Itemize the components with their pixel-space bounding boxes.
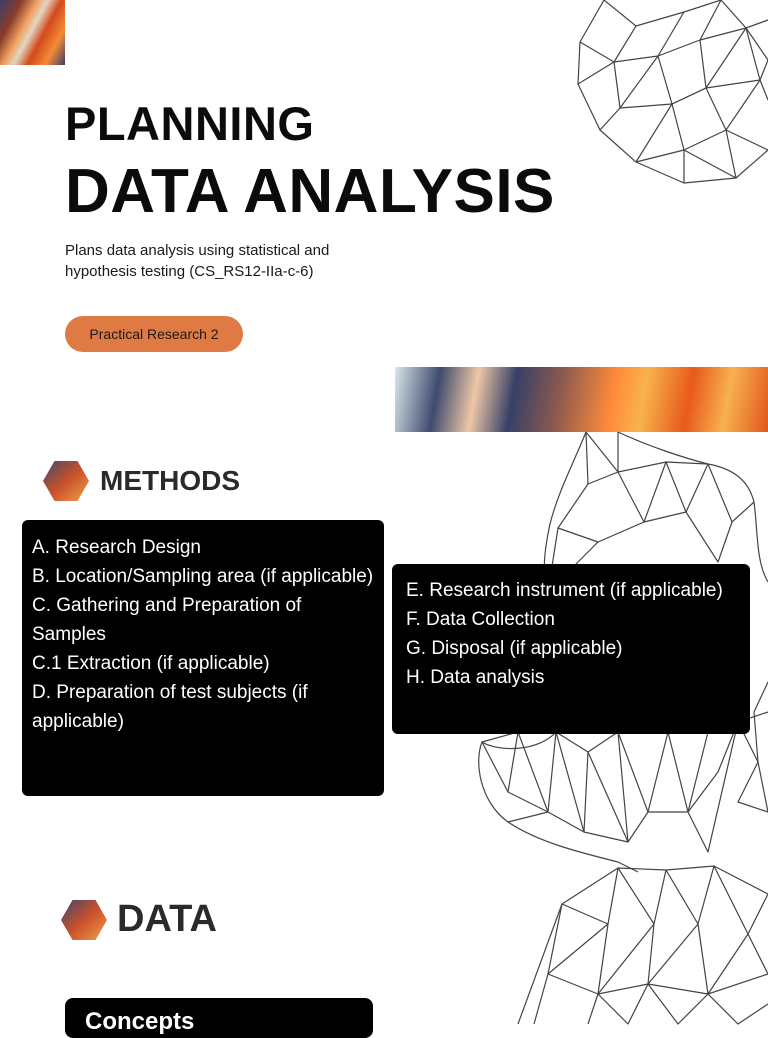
methods-heading xyxy=(43,461,240,501)
title-line-1: PLANNING xyxy=(65,97,315,150)
hexagon-icon xyxy=(43,461,89,501)
methods-card-right xyxy=(392,564,750,734)
wireframe-sphere-top xyxy=(576,0,768,184)
wireframe-mesh-bottom xyxy=(518,864,768,1024)
list-item: F. Data Collection xyxy=(406,609,555,630)
list-item: C. Gathering and Preparation of Samples xyxy=(32,595,302,645)
list-item: G. Disposal (if applicable) xyxy=(406,638,623,659)
methods-heading-label: METHODS xyxy=(100,465,240,496)
decorative-gradient-top-left xyxy=(0,0,65,65)
title-line-2: DATA ANALYSIS xyxy=(65,157,555,226)
subject-tag: Practical Research 2 xyxy=(65,316,243,352)
data-heading xyxy=(61,898,217,941)
hexagon-icon xyxy=(61,900,107,940)
list-item: A. Research Design xyxy=(32,537,201,558)
list-item: D. Preparation of test subjects (if applicable) xyxy=(32,682,308,732)
decorative-gradient-banner xyxy=(395,367,768,432)
list-item: H. Data analysis xyxy=(406,667,545,688)
list-item: C.1 Extraction (if applicable) xyxy=(32,653,270,674)
methods-card-left xyxy=(22,520,384,796)
list-item: E. Research instrument (if applicable) xyxy=(406,580,723,601)
list-item: B. Location/Sampling area (if applicable) xyxy=(32,566,374,587)
data-heading-label: DATA xyxy=(117,898,217,940)
concepts-card-title: Concepts xyxy=(65,998,373,1038)
subtitle: Plans data analysis using statistical and hypothesis testing (CS_RS12-IIa-c-6) xyxy=(65,242,330,280)
